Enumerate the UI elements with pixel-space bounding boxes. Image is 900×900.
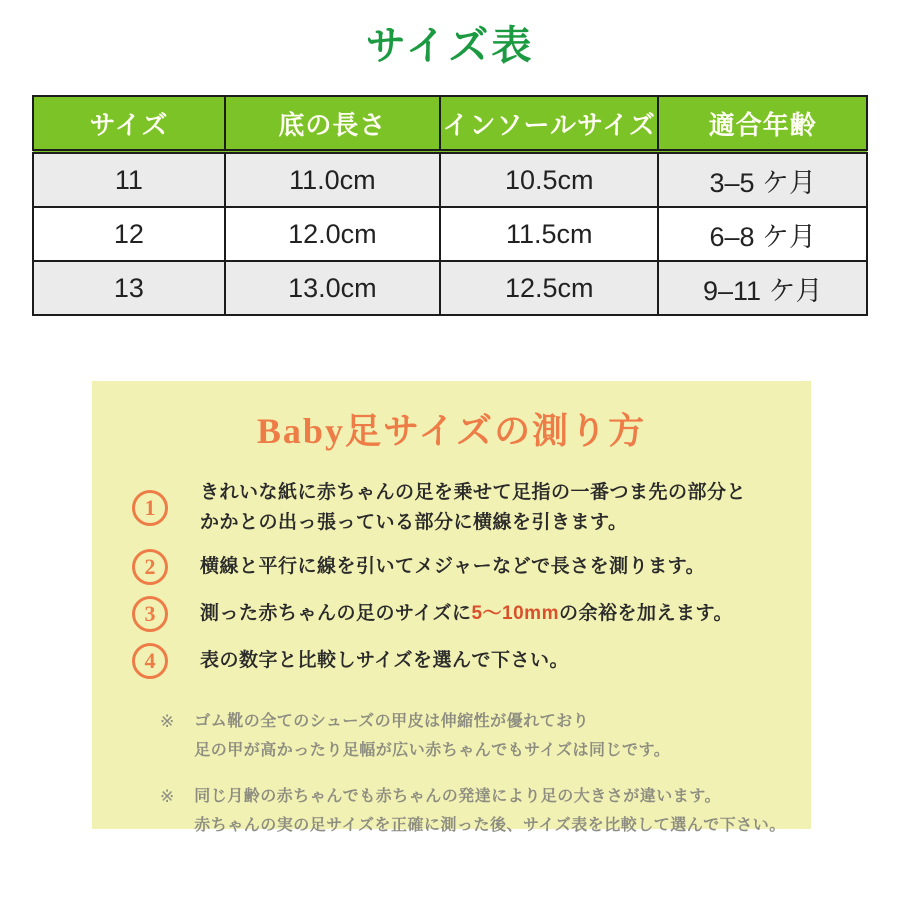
table-header-row [33,96,867,152]
note-2-line-1: 同じ月齢の赤ちゃんでも赤ちゃんの発達により足の大きさが違います。 [194,788,721,805]
step-3-text-highlight: 5〜10mm [471,603,559,624]
cell-size: 11 [33,152,225,208]
step-4-number-icon: 4 [132,643,168,679]
cell-size: 13 [33,261,225,315]
note-2-text [194,782,785,840]
step-3-text-post: の余裕を加えます。 [558,603,733,624]
step-4-text: 表の数字と比較しサイズを選んで下さい。 [200,650,569,671]
note-1-marker-icon: ※ [160,712,175,731]
step-2-number-icon: 2 [132,549,168,585]
note-1 [160,707,811,765]
header-sole-length: 底の長さ [225,96,440,152]
cell-sole-length: 12.0cm [225,207,440,261]
step-1-line-1: きれいな紙に赤ちゃんの足を乗せて足指の一番つま先の部分と [200,482,747,503]
step-3-text-pre: 測った赤ちゃんの足のサイズに [200,603,472,624]
cell-insole-size: 12.5cm [440,261,659,315]
table-row [33,152,867,208]
note-2-line-2: 赤ちゃんの実の足サイズを正確に測った後、サイズ表を比較して選んで下さい。 [194,817,786,834]
step-4 [132,643,811,679]
step-2 [132,549,811,585]
cell-suitable-age: 6–8 ケ月 [658,207,867,261]
header-suitable-age: 適合年齢 [658,96,867,152]
step-1-text [200,478,746,538]
size-table [32,95,868,316]
step-1-number-icon: 1 [132,490,168,526]
header-size: サイズ [33,96,225,152]
page-title: サイズ表 [365,24,535,68]
step-3-number-icon: 3 [132,596,168,632]
measuring-guide-title: Baby足サイズの測り方 [256,411,647,451]
cell-insole-size: 11.5cm [440,207,659,261]
step-3 [132,596,811,632]
cell-size: 12 [33,207,225,261]
header-insole-size: インソールサイズ [440,96,659,152]
step-1-line-2: かかとの出っ張っている部分に横線を引きます。 [200,512,628,533]
note-2 [160,782,811,840]
cell-insole-size: 10.5cm [440,152,659,208]
measuring-steps [132,478,811,679]
table-row [33,261,867,315]
step-1 [132,478,811,538]
measuring-guide-panel [92,381,811,834]
note-1-line-2: 足の甲が高かったり足幅が広い赤ちゃんでもサイズは同じです。 [194,742,671,759]
step-2-text: 横線と平行に線を引いてメジャーなどで長さを測ります。 [200,556,706,577]
cell-sole-length: 13.0cm [225,261,440,315]
notes-section [160,707,811,840]
note-1-line-1: ゴム靴の全てのシューズの甲皮は伸縮性が優れており [194,713,590,730]
note-1-text [194,707,670,765]
note-2-marker-icon: ※ [160,787,175,806]
cell-suitable-age: 3–5 ケ月 [658,152,867,208]
cell-suitable-age: 9–11 ケ月 [658,261,867,315]
cell-sole-length: 11.0cm [225,152,440,208]
table-row [33,207,867,261]
step-3-text [200,599,733,629]
